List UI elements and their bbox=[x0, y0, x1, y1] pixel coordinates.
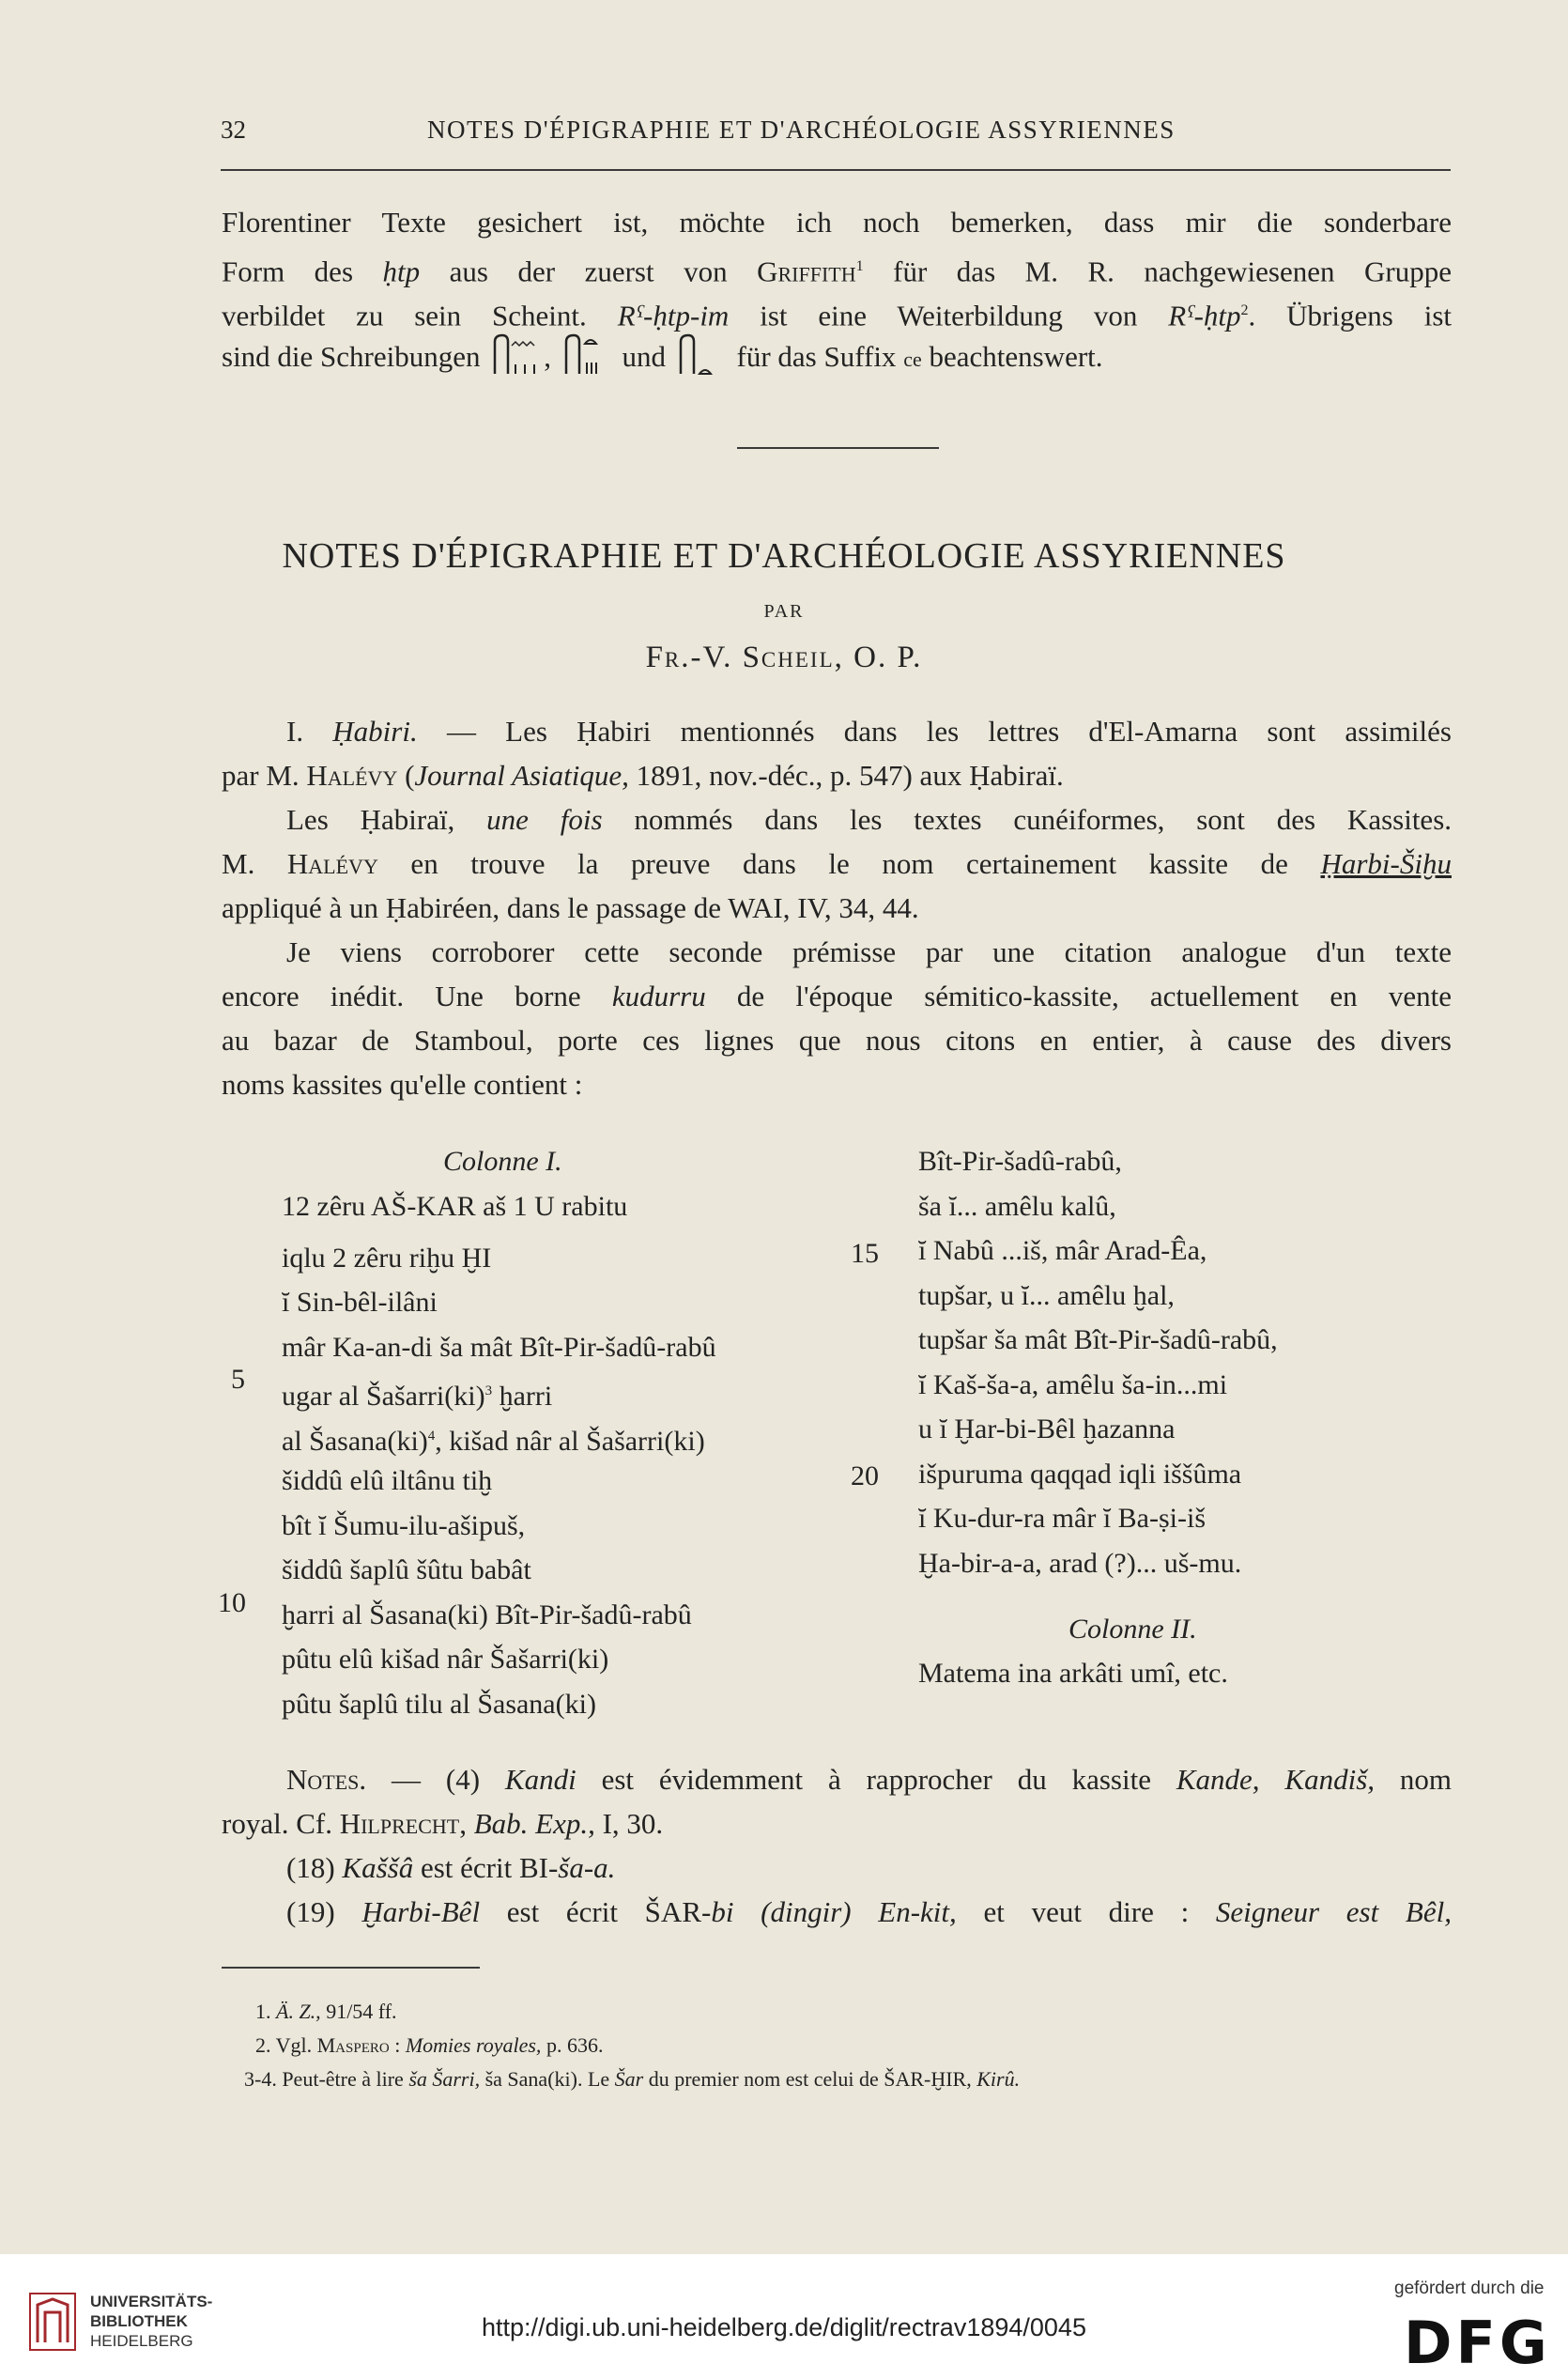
text-italic: Kaššâ bbox=[342, 1851, 414, 1884]
text: I. bbox=[286, 715, 333, 748]
column-heading: Colonne II. bbox=[1068, 1614, 1197, 1645]
text: . Übrigens ist bbox=[1248, 299, 1452, 332]
transcription-line: mâr Ka-an-di ša mât Bît-Pir-šadû-rabû bbox=[282, 1331, 716, 1363]
paragraph-1 bbox=[222, 709, 1452, 797]
transcription-line: Bît-Pir-šadû-rabû, bbox=[918, 1146, 1122, 1177]
text: für das M. R. nachgewiesenen Gruppe bbox=[863, 255, 1452, 288]
text: Form des bbox=[222, 255, 383, 288]
footnote bbox=[244, 2062, 1020, 2096]
column-heading: Colonne I. bbox=[443, 1146, 562, 1177]
text-italic: kudurru bbox=[611, 980, 706, 1012]
transcription-line: iqlu 2 zêru riḫu ḪI bbox=[282, 1242, 492, 1274]
transcription-line: šiddû elû iltânu tiḫ bbox=[282, 1465, 493, 1496]
text: — (4) bbox=[366, 1763, 505, 1796]
byline-par: PAR bbox=[763, 601, 805, 622]
text-italic: Kirû. bbox=[976, 2067, 1021, 2091]
text-italic: Rˁ-ḥtp-im bbox=[617, 299, 730, 332]
text-italic: ša-a. bbox=[558, 1851, 616, 1884]
text-italic: Ä. Z., bbox=[276, 2000, 321, 2023]
transcription-line: Ḫa-bir-a-a, arad (?)... uš-mu. bbox=[918, 1547, 1242, 1579]
text-italic: Journal Asiatique, bbox=[414, 759, 629, 792]
library-name-line: UNIVERSITÄTS- bbox=[90, 2293, 213, 2310]
text: du premier nom est celui de ŠAR-ḪIR, bbox=[643, 2067, 977, 2091]
paragraph-3 bbox=[222, 930, 1452, 1106]
transcription-line bbox=[282, 1414, 716, 1460]
author-name: Hilprecht bbox=[339, 1807, 460, 1840]
footnote bbox=[255, 1995, 1020, 2029]
column-right bbox=[918, 1139, 1278, 1696]
transcription-line bbox=[918, 1184, 1278, 1229]
text: verbildet zu sein Scheint. bbox=[222, 299, 618, 332]
determinative-icon: ĭ bbox=[918, 1368, 927, 1400]
line-number: 5 bbox=[231, 1364, 245, 1395]
text: est écrit BI- bbox=[413, 1851, 559, 1884]
footnote-ref: 2 bbox=[1240, 302, 1249, 318]
transcription-line: 12 zêru AŠ-KAR aš 1 U rabitu bbox=[282, 1190, 628, 1222]
text-italic: Seigneur est Bêl, bbox=[1215, 1895, 1452, 1928]
text: (19) bbox=[286, 1895, 362, 1928]
determinative-icon: ĭ bbox=[1021, 1279, 1029, 1311]
para2-line-1 bbox=[222, 797, 1452, 842]
text: est évidemment à rapprocher du kassite bbox=[576, 1763, 1176, 1796]
permalink-url[interactable]: http://digi.ub.uni-heidelberg.de/diglit/rectrav1894/0045 bbox=[482, 2313, 1086, 2341]
column-left bbox=[282, 1139, 716, 1726]
line-number: 20 bbox=[851, 1460, 879, 1491]
transcription-line bbox=[282, 1369, 716, 1414]
notes-section bbox=[222, 1757, 1452, 1934]
text: M. bbox=[222, 847, 287, 880]
text: , bbox=[544, 340, 552, 373]
transcription-line: pûtu šaplû tilu al Šasana(ki) bbox=[282, 1688, 596, 1720]
notes-line-2 bbox=[222, 1801, 1452, 1846]
transcription-line bbox=[918, 1496, 1278, 1541]
text-italic: une fois bbox=[486, 803, 603, 836]
library-name-line: HEIDELBERG bbox=[90, 2332, 193, 2350]
intro-paragraph bbox=[222, 200, 1452, 377]
author-name: Halévy bbox=[286, 847, 378, 880]
text: al Šasana(ki) bbox=[282, 1425, 428, 1457]
text: 2. Vgl. bbox=[255, 2033, 317, 2057]
text: 3-4. Peut-être à lire bbox=[244, 2067, 409, 2091]
transcription-line: ḫarri al Šasana(ki) Bît-Pir-šadû-rabû bbox=[282, 1599, 692, 1630]
text: (18) bbox=[286, 1851, 343, 1884]
determinative-icon: ĭ bbox=[282, 1287, 290, 1318]
viewer-footer bbox=[0, 2254, 1568, 2379]
transcription-line bbox=[282, 1280, 716, 1325]
text: — Les Ḥabiri mentionnés dans les lettres d'El-Amarna sont assimilés bbox=[417, 715, 1452, 748]
para3-line-1: Je viens corroborer cette seconde prémisse par une citation analogue d'un texte bbox=[286, 935, 1452, 968]
transcription-line: pûtu elû kišad nâr Šašarri(ki) bbox=[282, 1644, 609, 1675]
footnote-ref: 3 bbox=[484, 1383, 493, 1398]
line-number: 15 bbox=[851, 1238, 879, 1269]
author-name: Halévy bbox=[306, 759, 398, 792]
para1-line-1 bbox=[222, 709, 1452, 753]
transcription-line bbox=[918, 1407, 1278, 1452]
text: et veut dire : bbox=[956, 1895, 1216, 1928]
library-name-line: BIBLIOTHEK bbox=[90, 2312, 188, 2330]
text-italic: Bab. Exp., bbox=[473, 1807, 595, 1840]
text: ḫarri bbox=[492, 1381, 553, 1412]
footnote bbox=[255, 2029, 1020, 2062]
coptic-suffix: ce bbox=[903, 348, 922, 371]
transcription-line bbox=[918, 1228, 1278, 1274]
text: , bbox=[459, 1807, 474, 1840]
text: Ḫar-bi-Bêl ḫazanna bbox=[954, 1413, 1176, 1444]
transcription-line: Matema ina arkâti umî, etc. bbox=[918, 1658, 1228, 1689]
para2-line-2 bbox=[222, 842, 1452, 886]
para3-line-4: noms kassites qu'elle contient : bbox=[222, 1068, 583, 1101]
text-italic: Kande, Kandiš, bbox=[1176, 1763, 1376, 1796]
author-name: Maspero bbox=[316, 2033, 390, 2057]
funding-note: gefördert durch die bbox=[1394, 2279, 1545, 2298]
intro-line-2 bbox=[222, 244, 1452, 288]
text: ša bbox=[918, 1190, 942, 1222]
hieroglyph-group-icon bbox=[491, 332, 540, 376]
notes-line-1 bbox=[222, 1757, 1452, 1801]
text-italic: Rˁ-ḥtp bbox=[1168, 299, 1241, 332]
text: ist eine Weiterbildung von bbox=[729, 299, 1169, 332]
text: Ba-ṣi-iš bbox=[1117, 1503, 1206, 1534]
hieroglyph-group-icon bbox=[562, 332, 611, 376]
notes-line-4 bbox=[222, 1890, 1452, 1934]
transcription-line bbox=[282, 1504, 716, 1549]
determinative-icon: ĭ bbox=[1102, 1503, 1112, 1534]
text: p. 636. bbox=[541, 2033, 604, 2057]
dfg-logo: DFG bbox=[1404, 2309, 1551, 2377]
text: ... amêlu kalû, bbox=[956, 1190, 1116, 1222]
text: est écrit ŠAR- bbox=[480, 1895, 712, 1928]
text-italic: ḥtp bbox=[382, 255, 421, 288]
line-number: 10 bbox=[218, 1587, 246, 1618]
text-italic: Ḫarbi-Bêl bbox=[361, 1895, 481, 1928]
text: : bbox=[389, 2033, 406, 2057]
text: ( bbox=[397, 759, 415, 792]
text: 1. bbox=[255, 2000, 276, 2023]
text-italic: Kandi bbox=[504, 1763, 576, 1796]
text: ugar al Šašarri(ki) bbox=[282, 1381, 485, 1412]
text: , kišad nâr al Šašarri(ki) bbox=[435, 1425, 705, 1457]
paragraph-2 bbox=[222, 797, 1452, 930]
text: und bbox=[622, 340, 667, 373]
text: beachtenswert. bbox=[929, 340, 1103, 373]
text: Sin-bêl-ilâni bbox=[296, 1287, 438, 1318]
text: u bbox=[918, 1413, 932, 1444]
text: ... amêlu ḫal, bbox=[1028, 1279, 1175, 1311]
text: Les Ḥabiraï, bbox=[286, 803, 487, 836]
text: Kaš-ša-a, amêlu ša-in...mi bbox=[932, 1368, 1228, 1400]
determinative-icon: ĭ bbox=[318, 1509, 327, 1541]
footnotes bbox=[244, 1995, 1021, 2096]
text: par M. bbox=[222, 759, 307, 792]
author-name: Griffith bbox=[757, 255, 856, 288]
text-italic: Šar bbox=[614, 2067, 644, 2091]
page-number: 32 bbox=[221, 116, 246, 144]
para3-line-3: au bazar de Stamboul, porte ces lignes que nous citons en entier, à cause des divers bbox=[222, 1024, 1452, 1057]
intro-line-1: Florentiner Texte gesichert ist, möchte ich noch bemerken, dass mir die sonderbare bbox=[222, 206, 1452, 239]
transcription-line: tupšar ša mât Bît-Pir-šadû-rabû, bbox=[918, 1324, 1278, 1355]
text: Notes. bbox=[286, 1763, 367, 1796]
transcription-line: išpuruma qaqqad iqli iššûma bbox=[918, 1458, 1242, 1490]
para2-line-3: appliqué à un Ḥabiréen, dans le passage de WAI, IV, 34, 44. bbox=[222, 891, 919, 924]
transcription-line bbox=[918, 1274, 1278, 1319]
text: Šumu-ilu-ašipuš, bbox=[326, 1509, 526, 1541]
footnote-ref: 1 bbox=[855, 258, 864, 274]
text: für das Suffix bbox=[736, 340, 897, 373]
text: I, 30. bbox=[594, 1807, 664, 1840]
text: aus der zuerst von bbox=[420, 255, 758, 288]
header-rule bbox=[221, 169, 1451, 171]
text: de l'époque sémitico-kassite, actuellement en vente bbox=[705, 980, 1452, 1012]
transcription-line: šiddû šaplû šûtu babât bbox=[282, 1554, 531, 1585]
text: nom bbox=[1375, 1763, 1452, 1796]
running-title: NOTES D'ÉPIGRAPHIE ET D'ARCHÉOLOGIE ASSYRIENNES bbox=[427, 116, 1176, 144]
determinative-icon: ĭ bbox=[948, 1190, 957, 1222]
text-italic: Momies royales, bbox=[405, 2033, 542, 2057]
text: royal. Cf. bbox=[222, 1807, 340, 1840]
text: 91/54 ff. bbox=[320, 2000, 397, 2023]
text: Nabû ...iš, mâr Arad-Êa, bbox=[932, 1235, 1207, 1266]
text: tupšar, u bbox=[918, 1279, 1015, 1311]
determinative-icon: ĭ bbox=[918, 1503, 927, 1534]
article-title: NOTES D'ÉPIGRAPHIE ET D'ARCHÉOLOGIE ASSYRIENNES bbox=[282, 536, 1286, 576]
text-italic: Ḥarbi-Šiḫu bbox=[1320, 847, 1452, 880]
para3-line-2 bbox=[222, 974, 1452, 1018]
text: encore inédit. Une borne bbox=[222, 980, 612, 1012]
article-author: Fr.-V. Scheil, O. P. bbox=[645, 641, 923, 674]
text-italic: Ḥabiri. bbox=[332, 715, 418, 748]
determinative-icon: ĭ bbox=[939, 1413, 947, 1444]
transcription-line bbox=[918, 1363, 1278, 1408]
para1-line-2 bbox=[222, 753, 1452, 797]
section-separator bbox=[737, 447, 939, 449]
footnote-ref: 4 bbox=[427, 1428, 436, 1444]
intro-line-3 bbox=[222, 288, 1452, 332]
notes-line-3 bbox=[222, 1846, 1452, 1890]
determinative-icon: ĭ bbox=[918, 1235, 927, 1266]
text-italic: bi (dingir) En-kit, bbox=[711, 1895, 957, 1928]
text-italic: ša Šarri, bbox=[408, 2067, 481, 2091]
text: nommés dans les textes cunéiformes, sont des Kassites. bbox=[602, 803, 1453, 836]
text: sind die Schreibungen bbox=[222, 340, 481, 373]
footnote-rule bbox=[222, 1967, 480, 1969]
text: en trouve la preuve dans le nom certainement kassite de bbox=[377, 847, 1321, 880]
intro-line-4 bbox=[222, 332, 1452, 377]
text: bît bbox=[282, 1509, 312, 1541]
text: ša Sana(ki). Le bbox=[480, 2067, 615, 2091]
text: 1891, nov.-déc., p. 547) aux Ḥabiraï. bbox=[628, 759, 1064, 792]
text: Ku-dur-ra mâr bbox=[932, 1503, 1097, 1534]
hieroglyph-group-icon bbox=[677, 332, 726, 376]
